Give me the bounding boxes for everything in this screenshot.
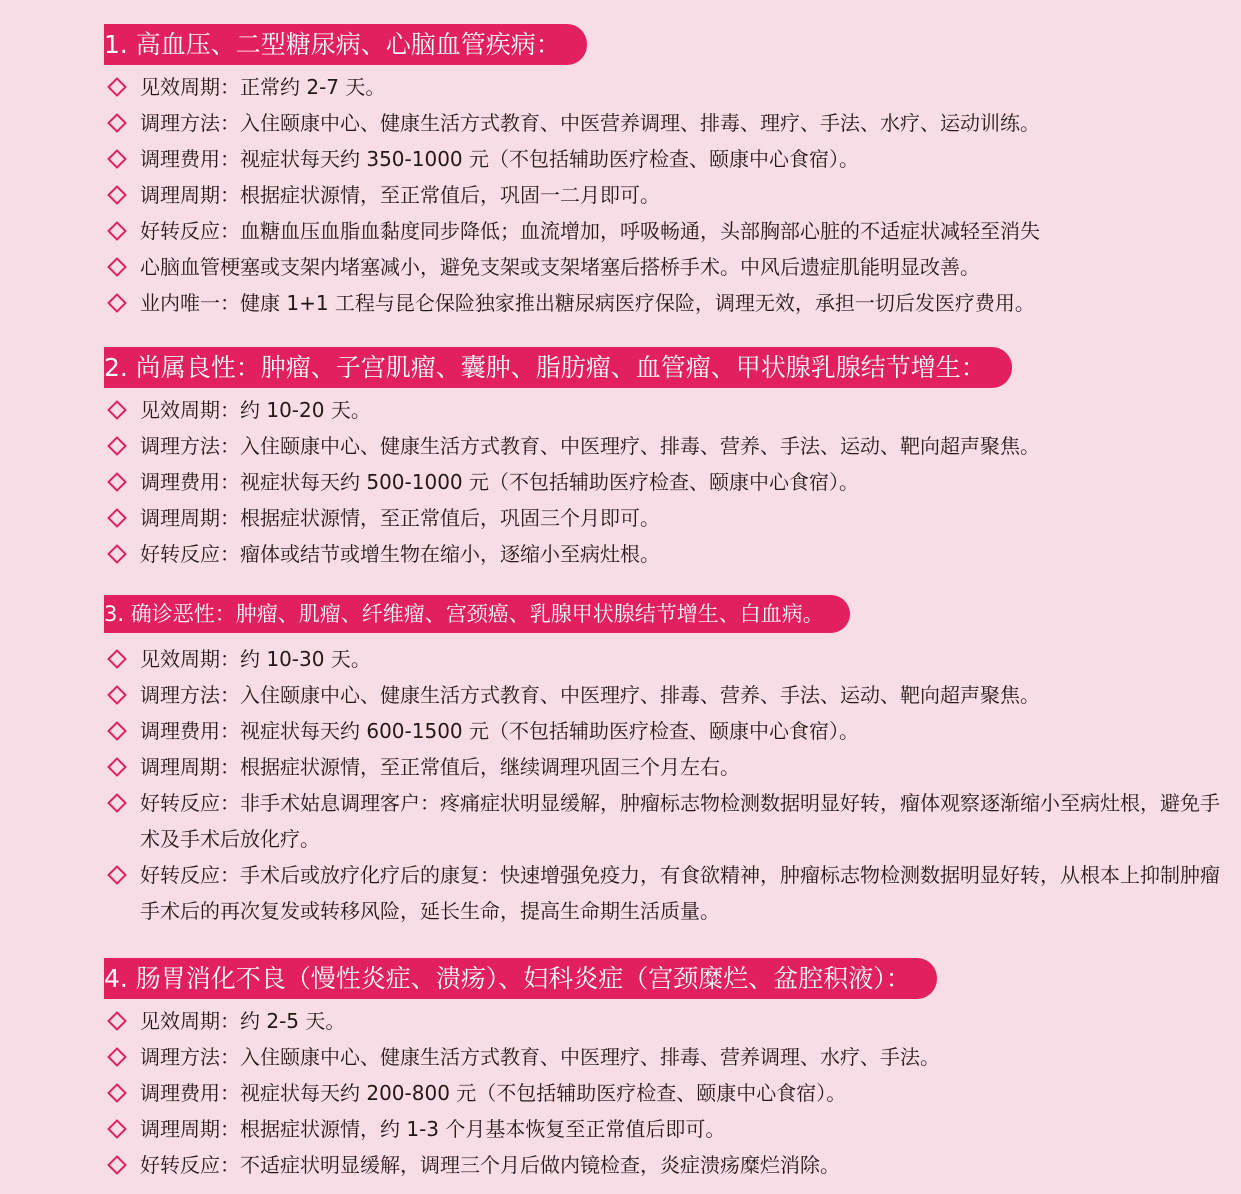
section-1-list: [0, 69, 1241, 321]
diamond-bullet-icon: [107, 508, 127, 528]
list-item: 好转反应：瘤体或结节或增生物在缩小，逐缩小至病灶根。: [0, 536, 1241, 572]
section-3: [0, 595, 1241, 929]
diamond-bullet-icon: [107, 1155, 127, 1175]
diamond-bullet-icon: [107, 1119, 127, 1139]
list-item: 见效周期：约 10-30 天。: [0, 641, 1241, 677]
diamond-bullet-icon: [107, 544, 127, 564]
diamond-bullet-icon: [107, 400, 127, 420]
diamond-bullet-icon: [107, 793, 127, 813]
list-item: 调理方法：入住颐康中心、健康生活方式教育、中医理疗、排毒、营养调理、水疗、手法。: [0, 1039, 1241, 1075]
list-item: 调理方法：入住颐康中心、健康生活方式教育、中医理疗、排毒、营养、手法、运动、靶向超声聚焦。: [0, 677, 1241, 713]
section-2-list: [0, 392, 1241, 572]
list-item: 心脑血管梗塞或支架内堵塞减小，避免支架或支架堵塞后搭桥手术。中风后遗症肌能明显改善。: [0, 249, 1241, 285]
diamond-bullet-icon: [107, 1083, 127, 1103]
list-item: 好转反应：血糖血压血脂血黏度同步降低；血流增加，呼吸畅通，头部胸部心脏的不适症状减轻至消失: [0, 213, 1241, 249]
diamond-bullet-icon: [107, 1047, 127, 1067]
diamond-bullet-icon: [107, 113, 127, 133]
diamond-bullet-icon: [107, 436, 127, 456]
list-item: 调理方法：入住颐康中心、健康生活方式教育、中医营养调理、排毒、理疗、手法、水疗、运动训练。: [0, 105, 1241, 141]
diamond-bullet-icon: [107, 721, 127, 741]
diamond-bullet-icon: [107, 757, 127, 777]
list-item: 业内唯一：健康 1+1 工程与昆仑保险独家推出糖尿病医疗保险，调理无效，承担一切后发医疗费用。: [0, 285, 1241, 321]
list-item: 见效周期：约 10-20 天。: [0, 392, 1241, 428]
diamond-bullet-icon: [107, 649, 127, 669]
list-item: 调理周期：根据症状源情，至正常值后，继续调理巩固三个月左右。: [0, 749, 1241, 785]
diamond-bullet-icon: [107, 77, 127, 97]
section-4-list: [0, 1003, 1241, 1183]
list-item: 调理费用：视症状每天约 600-1500 元（不包括辅助医疗检查、颐康中心食宿）。: [0, 713, 1241, 749]
list-item: 见效周期：约 2-5 天。: [0, 1003, 1241, 1039]
diamond-bullet-icon: [107, 149, 127, 169]
section-4: [0, 958, 1241, 1183]
list-item: 好转反应：手术后或放疗化疗后的康复：快速增强免疫力，有食欲精神，肿瘤标志物检测数据明显好转，从根本上抑制肿瘤手术后的再次复发或转移风险，延长生命，提高生命期生活质量。: [0, 857, 1235, 929]
list-item: 好转反应：不适症状明显缓解，调理三个月后做内镜检查，炎症溃疡糜烂消除。: [0, 1147, 1241, 1183]
diamond-bullet-icon: [107, 221, 127, 241]
list-item: 调理周期：根据症状源情，约 1-3 个月基本恢复至正常值后即可。: [0, 1111, 1241, 1147]
section-2: [0, 347, 1241, 572]
diamond-bullet-icon: [107, 1011, 127, 1031]
diamond-bullet-icon: [107, 865, 127, 885]
section-3-list: [0, 641, 1241, 929]
list-item: 调理周期：根据症状源情，至正常值后，巩固一二月即可。: [0, 177, 1241, 213]
list-item: 调理方法：入住颐康中心、健康生活方式教育、中医理疗、排毒、营养、手法、运动、靶向超声聚焦。: [0, 428, 1241, 464]
section-3-title: 3. 确诊恶性：肿瘤、肌瘤、纤维瘤、宫颈癌、乳腺甲状腺结节增生、白血病。: [104, 595, 850, 633]
list-item: 好转反应：非手术姑息调理客户：疼痛症状明显缓解，肿瘤标志物检测数据明显好转，瘤体观察逐渐缩小至病灶根，避免手术及手术后放化疗。: [0, 785, 1235, 857]
diamond-bullet-icon: [107, 472, 127, 492]
list-item: 调理费用：视症状每天约 350-1000 元（不包括辅助医疗检查、颐康中心食宿）。: [0, 141, 1241, 177]
diamond-bullet-icon: [107, 185, 127, 205]
list-item: 见效周期：正常约 2-7 天。: [0, 69, 1241, 105]
section-4-title: 4. 肠胃消化不良（慢性炎症、溃疡）、妇科炎症（宫颈糜烂、盆腔积液）：: [104, 958, 937, 999]
diamond-bullet-icon: [107, 685, 127, 705]
section-1-title: 1. 高血压、二型糖尿病、心脑血管疾病：: [104, 24, 587, 65]
diamond-bullet-icon: [107, 293, 127, 313]
list-item: 调理费用：视症状每天约 200-800 元（不包括辅助医疗检查、颐康中心食宿）。: [0, 1075, 1241, 1111]
list-item: 调理周期：根据症状源情，至正常值后，巩固三个月即可。: [0, 500, 1241, 536]
section-2-title: 2. 尚属良性：肿瘤、子宫肌瘤、囊肿、脂肪瘤、血管瘤、甲状腺乳腺结节增生：: [104, 347, 1012, 388]
diamond-bullet-icon: [107, 257, 127, 277]
section-1: [0, 24, 1241, 321]
list-item: 调理费用：视症状每天约 500-1000 元（不包括辅助医疗检查、颐康中心食宿）。: [0, 464, 1241, 500]
